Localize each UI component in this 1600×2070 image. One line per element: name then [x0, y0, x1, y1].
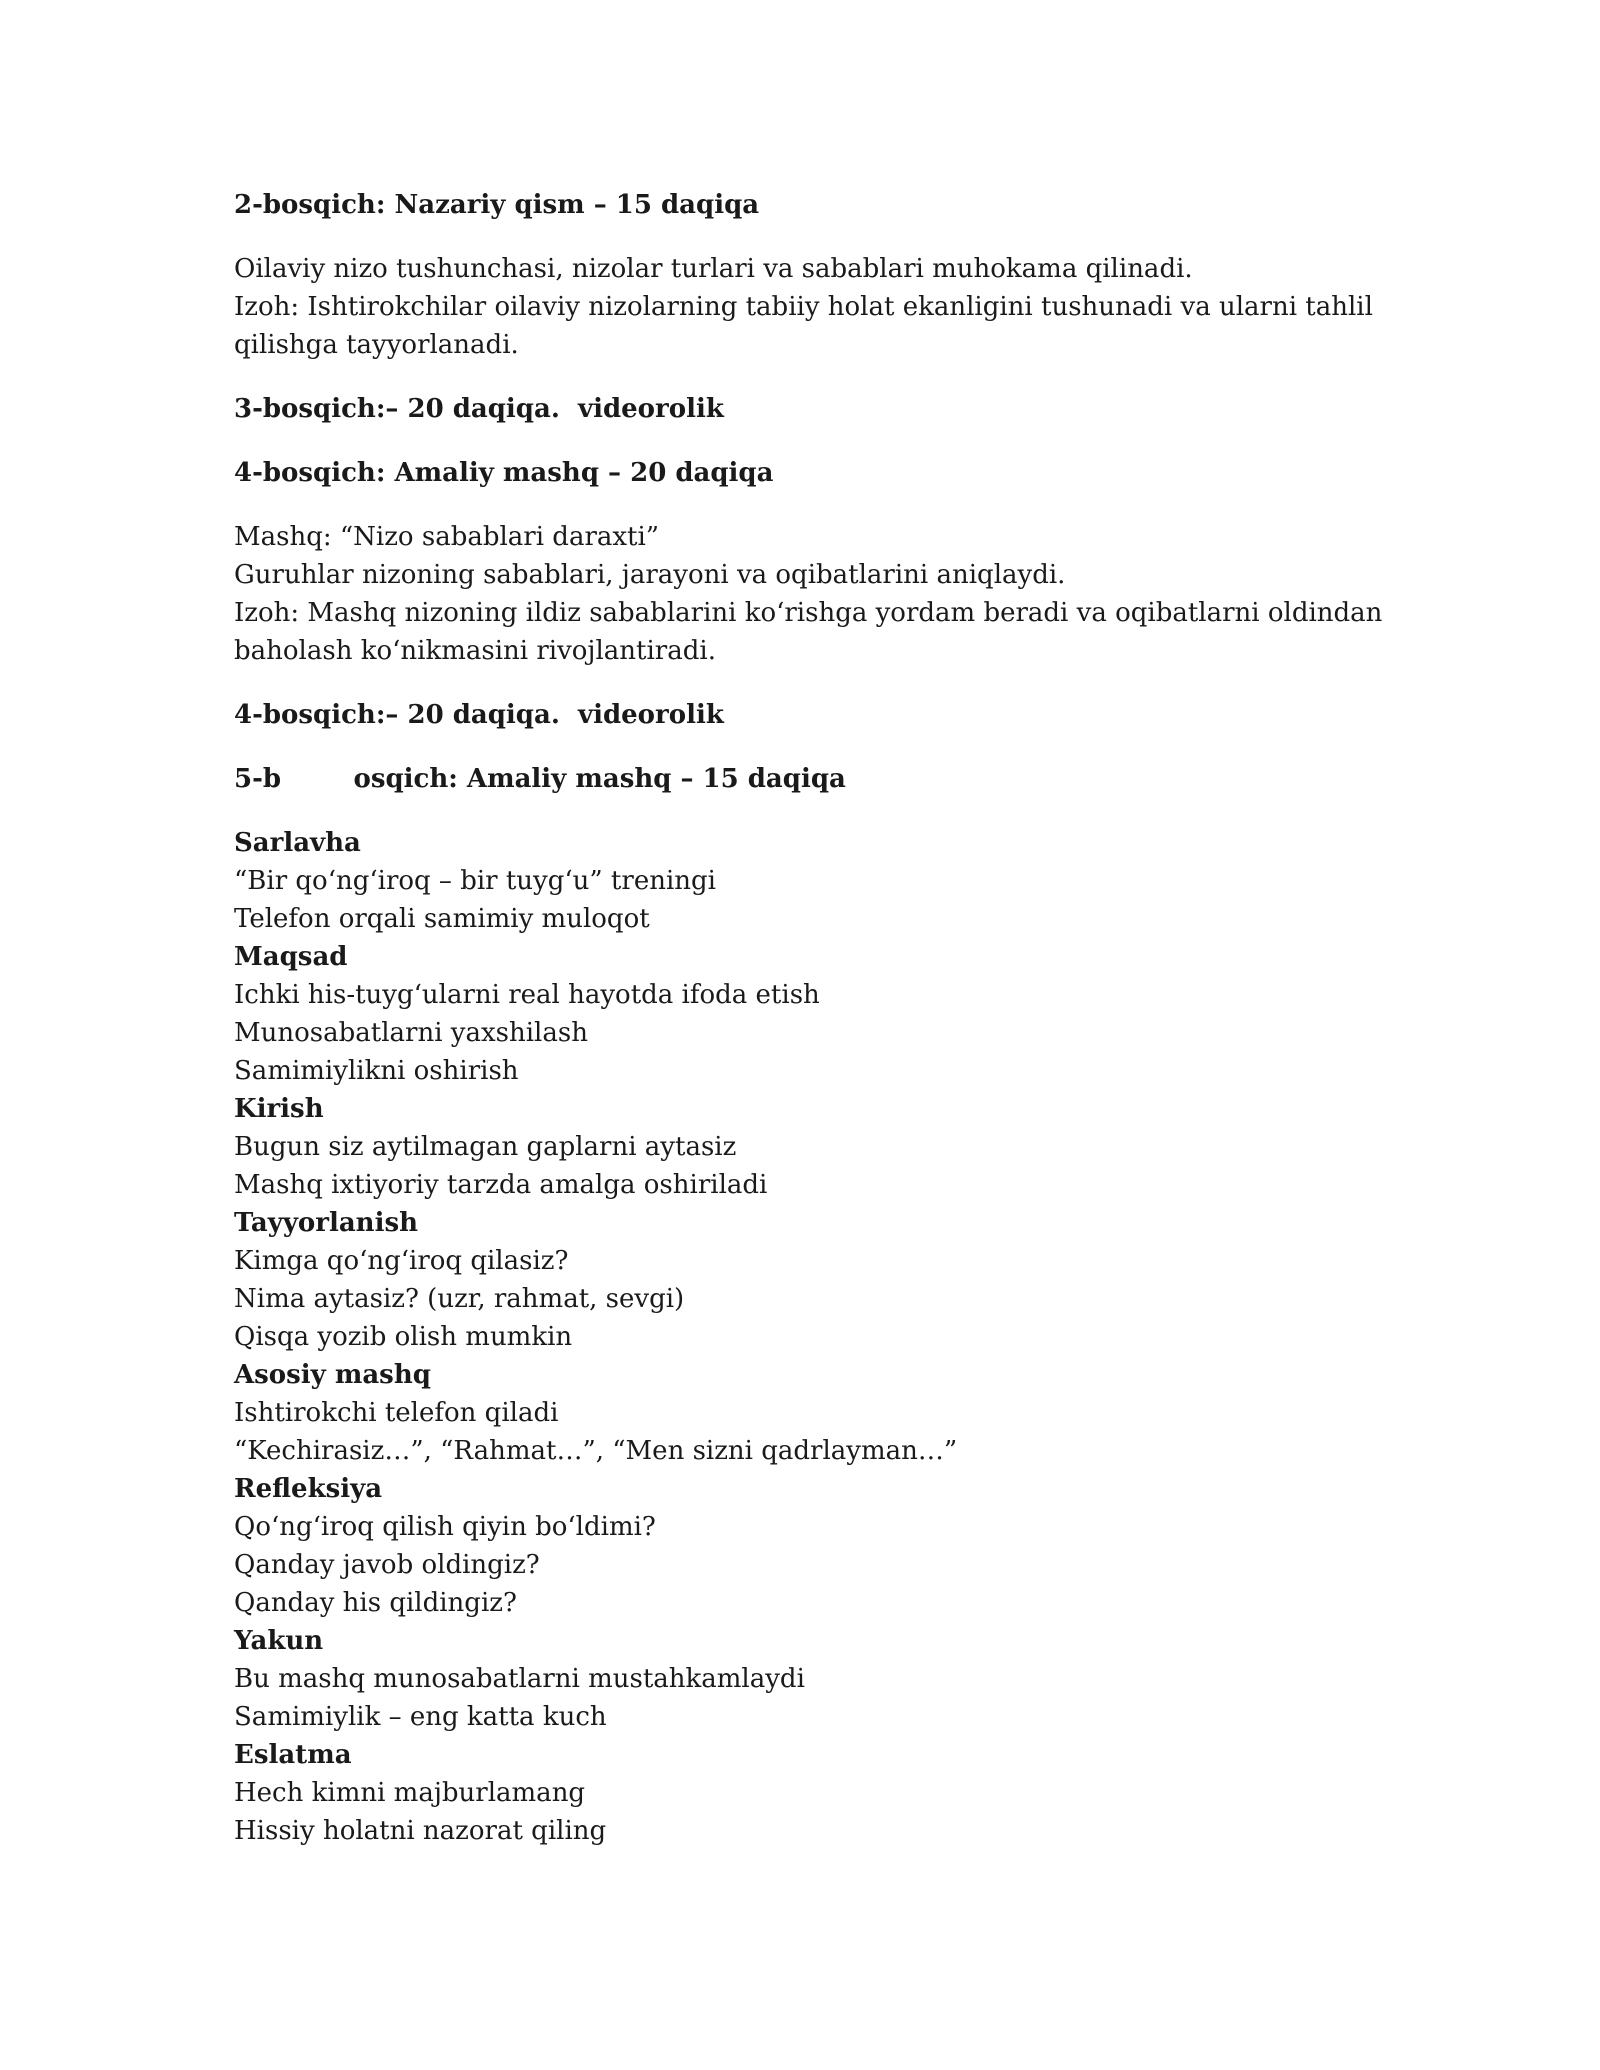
outline-item: Bu mashq munosabatlarni mustahkamlaydi: [234, 1664, 805, 1694]
outline-item: Qo‘ng‘iroq qilish qiyin bo‘ldimi?: [234, 1512, 656, 1542]
section-heading-stage-4-video: 4-bosqich:– 20 daqiqa. videorolik: [234, 700, 724, 730]
outline-item: Hissiy holatni nazorat qiling: [234, 1816, 607, 1846]
outline-item: Qisqa yozib olish mumkin: [234, 1322, 573, 1352]
stage-2-paragraph: [234, 250, 1394, 364]
paragraph-line: Oilaviy nizo tushunchasi, nizolar turlari va sabablari muhokama qilinadi.: [234, 254, 1193, 284]
subheading-refleksiya: Refleksiya: [234, 1474, 383, 1504]
outline-item: Telefon orqali samimiy muloqot: [234, 904, 650, 934]
subheading-sarlavha: Sarlavha: [234, 828, 361, 858]
outline-item: Qanday javob oldingiz?: [234, 1550, 540, 1580]
paragraph-line: Izoh: Ishtirokchilar oilaviy nizolarning tabiiy holat ekanligini tushunadi va ularni tahlil qilishga tayyorlanadi.: [234, 292, 1373, 360]
section-heading-stage-4: 4-bosqich: Amaliy mashq – 20 daqiqa: [234, 458, 774, 488]
subheading-maqsad: Maqsad: [234, 942, 348, 972]
outline-item: Bugun siz aytilmagan gaplarni aytasiz: [234, 1132, 737, 1162]
outline-item: Samimiylik – eng katta kuch: [234, 1702, 607, 1732]
paragraph-line: Guruhlar nizoning sabablari, jarayoni va oqibatlarini aniqlaydi.: [234, 560, 1066, 590]
subheading-yakun: Yakun: [234, 1626, 324, 1656]
section-heading-stage-5: 5-b osqich: Amaliy mashq – 15 daqiqa: [234, 764, 846, 794]
outline-item: Samimiylikni oshirish: [234, 1056, 519, 1086]
section-heading-stage-3: 3-bosqich:– 20 daqiqa. videorolik: [234, 394, 724, 424]
outline-item: Munosabatlarni yaxshilash: [234, 1018, 588, 1048]
outline-item: Ichki his-tuyg‘ularni real hayotda ifoda etish: [234, 980, 820, 1010]
outline-item: Nima aytasiz? (uzr, rahmat, sevgi): [234, 1284, 685, 1314]
subheading-eslatma: Eslatma: [234, 1740, 352, 1770]
section-heading-stage-2: 2-bosqich: Nazariy qism – 15 daqiqa: [234, 190, 760, 220]
subheading-asosiy-mashq: Asosiy mashq: [234, 1360, 431, 1390]
document-page: [234, 186, 1394, 1850]
outline-item: Kimga qo‘ng‘iroq qilasiz?: [234, 1246, 569, 1276]
outline-item: Mashq ixtiyoriy tarzda amalga oshiriladi: [234, 1170, 768, 1200]
stage-4-paragraph: [234, 518, 1394, 670]
paragraph-line: Izoh: Mashq nizoning ildiz sabablarini ko‘rishga yordam beradi va oqibatlarni oldindan baholash ko‘nikmasini rivojlantiradi.: [234, 598, 1383, 666]
outline-item: Qanday his qildingiz?: [234, 1588, 517, 1618]
subheading-kirish: Kirish: [234, 1094, 324, 1124]
paragraph-line: Mashq: “Nizo sabablari daraxti”: [234, 522, 660, 552]
outline-item: Ishtirokchi telefon qiladi: [234, 1398, 559, 1428]
outline-item: “Bir qo‘ng‘iroq – bir tuyg‘u” treningi: [234, 866, 716, 896]
outline-item: “Kechirasiz…”, “Rahmat…”, “Men sizni qadrlayman…”: [234, 1436, 958, 1466]
exercise-outline: [234, 824, 1394, 1850]
subheading-tayyorlanish: Tayyorlanish: [234, 1208, 419, 1238]
outline-item: Hech kimni majburlamang: [234, 1778, 586, 1808]
